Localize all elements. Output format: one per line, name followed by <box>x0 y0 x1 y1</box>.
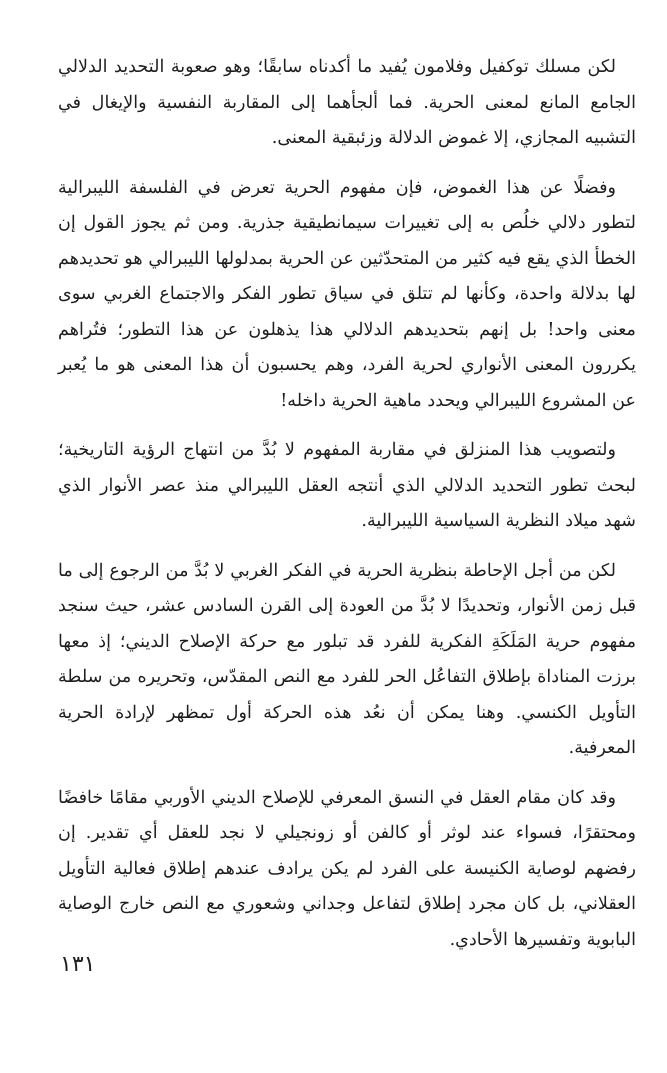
paragraph-5: وقد كان مقام العقل في النسق المعرفي للإصلاح الديني الأوربي مقامًا خافضًا ومحتقرًا، فسواء عند لوثر أو كالفن أو زونجيلي لا نجد للعقل أي تقدير. إن رفضهم لوصاية الكنيسة على الفرد لم يكن يرادف عندهم إطلاق فعالية التأويل العقلاني، بل كان مجرد إطلاق لتفاعل وجداني وشعوري مع النص خارج الوصاية البابوية وتفسيرها الأحادي. <box>58 787 636 950</box>
paragraph-2: وفضلًا عن هذا الغموض، فإن مفهوم الحرية تعرض في الفلسفة الليبرالية لتطور دلالي خلُص به إلى تغييرات سيمانطيقية جذرية. ومن ثم يجوز القول إن الخطأ الذي يقع فيه كثير من المتحدّثين عن الحرية بمدلولها الليبرالي هو تحديدهم لها بدلالة واحدة، وكأنها لم تتلق في سياق تطور الفكر والاجتماع الغربي سوى معنى واحد! بل إنهم بتحديدهم الدلالي هذا يذهلون عن هذا التطور؛ فتُراهم يكررون المعنى الأنواري لحرية الفرد، وهم يحسبون أن هذا المعنى هو ما يُعبر عن المشروع الليبرالي ويحدد ماهية الحرية داخله! <box>58 177 636 411</box>
paragraph-4: لكن من أجل الإحاطة بنظرية الحرية في الفكر الغربي لا بُدَّ من الرجوع إلى ما قبل زمن الأنوار، وتحديدًا لا بُدَّ من العودة إلى القرن السادس عشر، حيث سنجد مفهوم حرية المَلَكَةِ الفكرية للفرد قد تبلور مع حركة الإصلاح الديني؛ إذ معها برزت المناداة بإطلاق التفاعُل الحر للفرد مع النص المقدّس، وتحريره من سلطة التأويل الكنسي. وهنا يمكن أن نعُد هذه الحركة أول تمظهر لإرادة الحرية المعرفية. <box>58 560 636 758</box>
paragraph-1: لكن مسلك توكفيل وفلامون يُفيد ما أكدناه سابقًا؛ وهو صعوبة التحديد الدلالي الجامع المانع لمعنى الحرية. فما ألجأهما إلى المقاربة النفسية والإيغال في التشبيه المجازي، إلا غموض الدلالة وزئبقية المعنى. <box>58 57 636 148</box>
body-text <box>58 50 636 972</box>
page-number: ١٣١ <box>60 952 96 977</box>
paragraph-3: ولتصويب هذا المنزلق في مقاربة المفهوم لا بُدَّ من انتهاج الرؤية التاريخية؛ لبحث تطور التحديد الدلالي الذي أنتجه العقل الليبرالي منذ عصر الأنوار الذي شهد ميلاد النظرية السياسية الليبرالية. <box>58 440 636 531</box>
